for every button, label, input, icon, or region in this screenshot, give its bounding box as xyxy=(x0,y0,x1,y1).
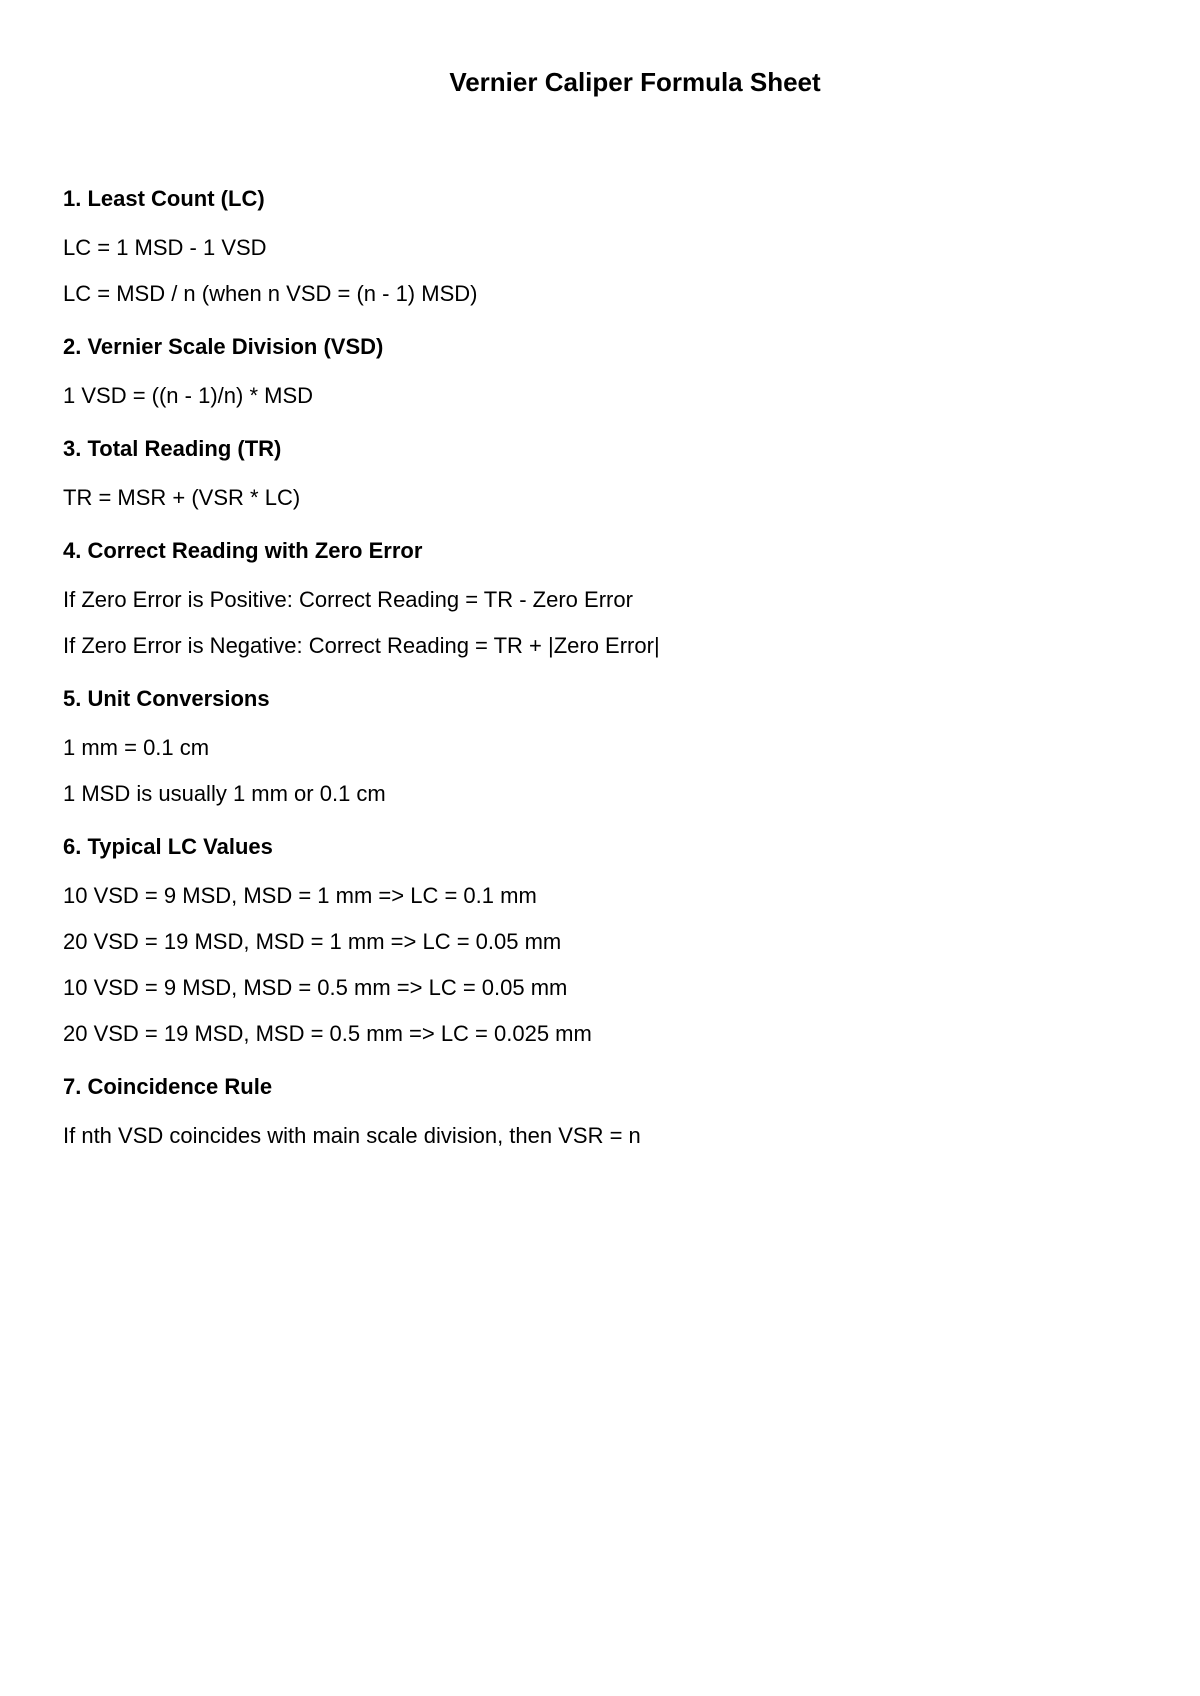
section-least-count xyxy=(63,184,1143,309)
formula-line: LC = 1 MSD - 1 VSD xyxy=(63,235,267,260)
formula-line: 10 VSD = 9 MSD, MSD = 1 mm => LC = 0.1 mm xyxy=(63,883,537,908)
section-heading: 4. Correct Reading with Zero Error xyxy=(63,538,423,563)
formula-line: If nth VSD coincides with main scale division, then VSR = n xyxy=(63,1123,641,1148)
formula-line: If Zero Error is Negative: Correct Reading = TR + |Zero Error| xyxy=(63,633,660,658)
section-heading: 2. Vernier Scale Division (VSD) xyxy=(63,334,384,359)
formula-line: LC = MSD / n (when n VSD = (n - 1) MSD) xyxy=(63,281,478,306)
formula-line: 10 VSD = 9 MSD, MSD = 0.5 mm => LC = 0.05 mm xyxy=(63,975,568,1000)
section-heading: 7. Coincidence Rule xyxy=(63,1074,273,1099)
section-heading: 6. Typical LC Values xyxy=(63,834,273,859)
section-typical-lc-values xyxy=(63,832,1143,1049)
formula-line: 20 VSD = 19 MSD, MSD = 0.5 mm => LC = 0.025 mm xyxy=(63,1021,592,1046)
document-body xyxy=(63,184,1143,1174)
formula-line: 1 VSD = ((n - 1)/n) * MSD xyxy=(63,383,314,408)
section-heading: 3. Total Reading (TR) xyxy=(63,436,282,461)
formula-line: 1 mm = 0.1 cm xyxy=(63,735,210,760)
formula-line: TR = MSR + (VSR * LC) xyxy=(63,485,301,510)
formula-line: If Zero Error is Positive: Correct Reading = TR - Zero Error xyxy=(63,587,633,612)
section-heading: 5. Unit Conversions xyxy=(63,686,270,711)
formula-line: 20 VSD = 19 MSD, MSD = 1 mm => LC = 0.05 mm xyxy=(63,929,562,954)
formula-line: 1 MSD is usually 1 mm or 0.1 cm xyxy=(63,781,386,806)
section-total-reading xyxy=(63,434,1143,513)
section-coincidence-rule xyxy=(63,1072,1143,1151)
page-title: Vernier Caliper Formula Sheet xyxy=(449,67,821,97)
section-unit-conversions xyxy=(63,684,1143,809)
section-heading: 1. Least Count (LC) xyxy=(63,186,265,211)
section-zero-error xyxy=(63,536,1143,661)
section-vernier-scale-division xyxy=(63,332,1143,411)
